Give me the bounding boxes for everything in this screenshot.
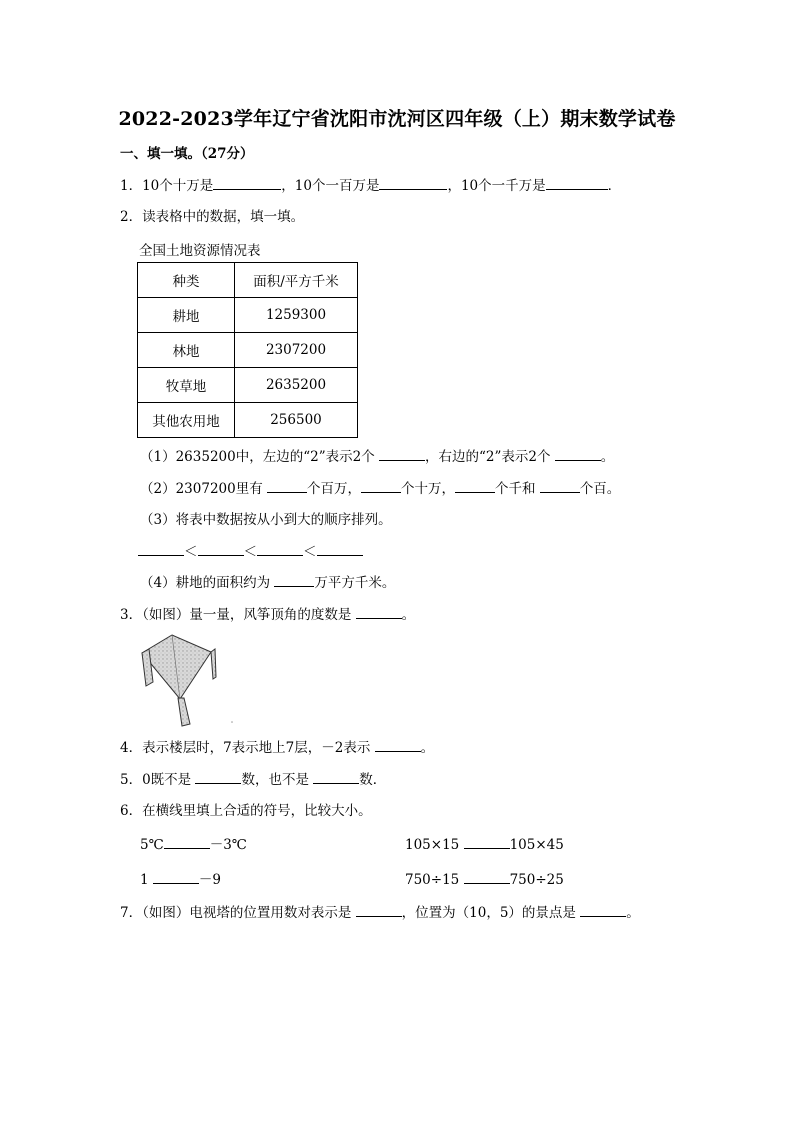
q2p4-text-a: （4）耕地的面积约为 [140,575,271,591]
q5-text-c: 数． [359,772,387,788]
q1-text-a: 1．10个十万是 [120,178,214,194]
section-heading: 一、填一填。（27分） [120,146,254,162]
table-row [138,333,358,368]
table-header-cell: 种类 [138,263,235,298]
table-cell: 256500 [235,403,358,438]
q2p2-text-e: 个百。 [579,481,621,497]
answer-blank[interactable] [580,903,626,917]
answer-blank[interactable] [555,447,601,461]
answer-blank[interactable] [138,542,184,556]
answer-blank[interactable] [361,479,401,493]
table-row [138,298,358,333]
answer-blank[interactable] [356,903,402,917]
answer-blank[interactable] [164,835,210,849]
answer-blank[interactable] [313,770,359,784]
table-cell: 林地 [138,333,235,368]
q7-text-b: ，位置为（10，5）的景点是 [401,905,576,921]
question-7 [120,903,640,922]
question-5 [120,770,386,789]
question-1 [120,176,621,195]
question-2-part-1 [140,447,614,466]
q4-text-b: 。 [420,740,435,756]
q2p2-text-a: （2）2307200里有 [140,481,263,497]
compare-right: －3℃ [209,837,247,853]
answer-blank[interactable] [153,870,199,884]
compare-left: 750÷15 [405,872,460,888]
compare-item-1 [140,835,247,854]
table-header-row [138,263,358,298]
answer-blank[interactable] [198,542,244,556]
table-cell: 2307200 [235,333,358,368]
q7-text-a: 7．（如图）电视塔的位置用数对表示是 [120,905,352,921]
answer-blank[interactable] [213,176,281,190]
compare-item-4 [405,870,564,889]
answer-blank[interactable] [464,870,510,884]
q3-text-a: 3．（如图）量一量，风筝顶角的度数是 [120,607,352,623]
answer-blank[interactable] [379,447,425,461]
table-cell: 1259300 [235,298,358,333]
answer-blank[interactable] [375,738,421,752]
answer-blank[interactable] [257,542,303,556]
table-cell: 其他农用地 [138,403,235,438]
less-than-sign: ＜ [184,544,198,560]
q7-text-c: 。 [626,905,640,921]
less-than-sign: ＜ [243,544,257,560]
answer-blank[interactable] [546,176,608,190]
question-3 [120,605,415,624]
compare-item-3 [140,870,221,889]
kite-figure [138,630,238,730]
q1-text-b: ，10个一百万是 [281,178,380,194]
compare-right: －9 [198,872,221,888]
answer-blank[interactable] [274,573,314,587]
question-2-part-2 [140,479,620,498]
compare-right: 750÷25 [509,872,564,888]
question-4 [120,738,434,757]
table-row [138,368,358,403]
q2p1-text-b: ，右边的“2”表示2个 [425,449,551,465]
table-cell: 牧草地 [138,368,235,403]
question-2-stem: 2．读表格中的数据，填一填。 [120,209,305,225]
compare-right: 105×45 [509,837,564,853]
ordering-blanks [138,542,363,561]
table-row [138,403,358,438]
q2p2-text-b: 个百万， [307,481,362,497]
q2p1-text-a: （1）2635200中，左边的“2”表示2个 [140,449,375,465]
answer-blank[interactable] [317,542,363,556]
land-resource-table [137,262,358,438]
answer-blank[interactable] [540,479,580,493]
q2p1-text-c: 。 [600,449,615,465]
table-header-cell: 面积/平方千米 [235,263,358,298]
compare-left: 105×15 [405,837,460,853]
answer-blank[interactable] [455,479,495,493]
compare-left: 5℃ [140,837,164,853]
answer-blank[interactable] [356,605,402,619]
q4-text-a: 4．表示楼层时，7表示地上7层，－2表示 [120,740,371,756]
answer-blank[interactable] [379,176,447,190]
q1-text-c: ，10个一千万是 [447,178,546,194]
answer-blank[interactable] [464,835,510,849]
less-than-sign: ＜ [303,544,317,560]
question-2-part-3: （3）将表中数据按从小到大的顺序排列。 [140,512,392,528]
q5-text-b: 数，也不是 [241,772,309,788]
table-cell: 2635200 [235,368,358,403]
q3-text-b: 。 [401,607,416,623]
q2p2-text-c: 个十万， [401,481,456,497]
page-title: 2022-2023学年辽宁省沈阳市沈河区四年级（上）期末数学试卷 [118,108,676,130]
compare-left: 1 [140,872,149,888]
q2p2-text-d: 个千和 [495,481,536,497]
compare-item-2 [405,835,564,854]
question-2-part-4 [140,573,395,592]
q5-text-a: 5．0既不是 [120,772,192,788]
answer-blank[interactable] [267,479,307,493]
q2p4-text-b: 万平方千米。 [314,575,396,591]
question-6-stem: 6．在横线里填上合适的符号，比较大小。 [120,803,372,819]
q1-text-d: ． [607,178,622,194]
table-cell: 耕地 [138,298,235,333]
table-caption: 全国土地资源情况表 [139,243,261,259]
answer-blank[interactable] [195,770,241,784]
